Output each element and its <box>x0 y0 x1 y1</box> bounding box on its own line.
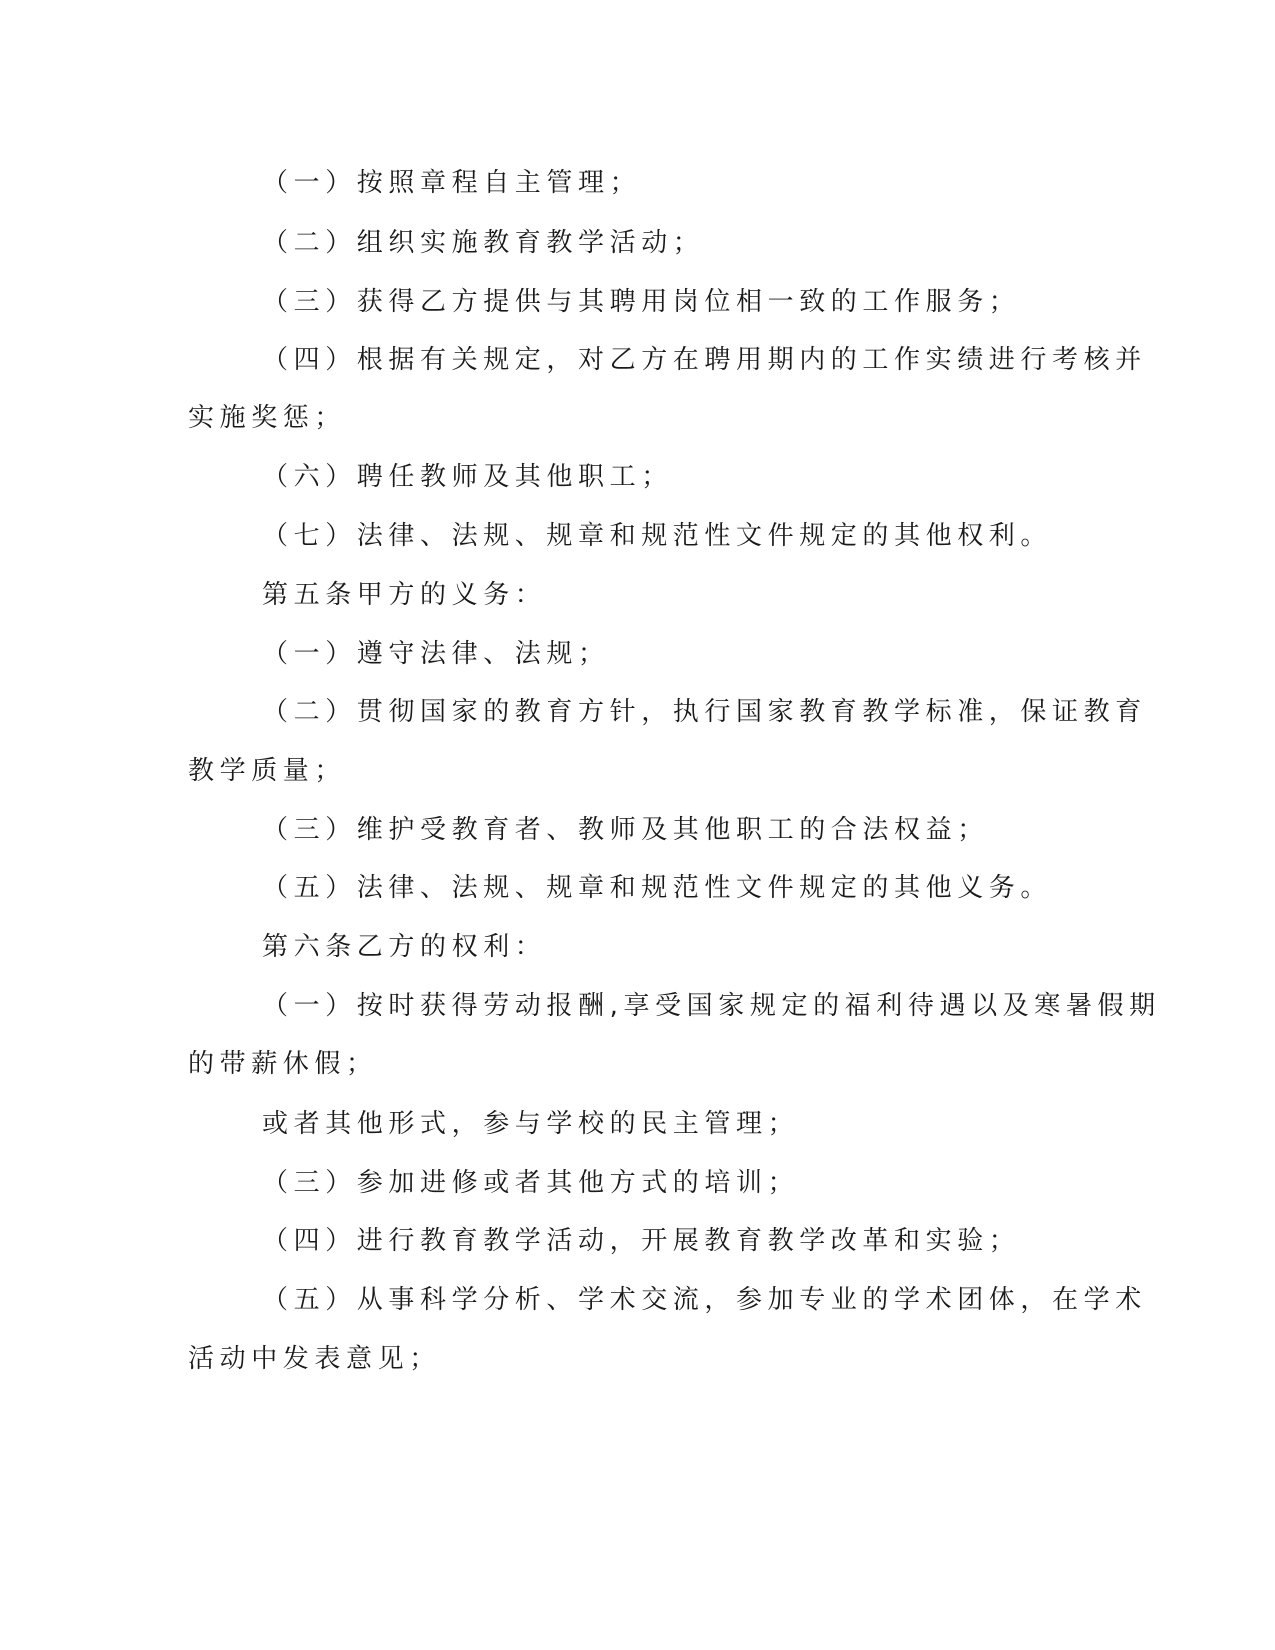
section-heading: 第六条乙方的权利： <box>262 932 547 962</box>
section-heading: 第五条甲方的义务： <box>262 580 547 610</box>
text-line: （五）从事科学分析、学术交流，参加专业的学术团体，在学术 <box>262 1285 1147 1315</box>
text-line: （一）按照章程自主管理； <box>262 168 642 198</box>
text-line: （三）参加进修或者其他方式的培训； <box>262 1168 800 1198</box>
text-line: 的带薪休假； <box>188 1049 378 1079</box>
text-line: （七）法律、法规、规章和规范性文件规定的其他权利。 <box>262 521 1053 551</box>
text-line: （六）聘任教师及其他职工； <box>262 462 673 492</box>
text-line: 活动中发表意见； <box>188 1344 441 1374</box>
text-line: （三）维护受教育者、教师及其他职工的合法权益； <box>262 815 989 845</box>
text-line: （四）根据有关规定，对乙方在聘用期内的工作实绩进行考核并 <box>262 345 1147 375</box>
text-line: （二）贯彻国家的教育方针，执行国家教育教学标准，保证教育 <box>262 697 1147 727</box>
text-line: （一）遵守法律、法规； <box>262 639 610 669</box>
text-line: （四）进行教育教学活动，开展教育教学改革和实验； <box>262 1226 1021 1256</box>
text-line: （五）法律、法规、规章和规范性文件规定的其他义务。 <box>262 873 1053 903</box>
text-line: 实施奖惩； <box>188 403 347 433</box>
text-line: （三）获得乙方提供与其聘用岗位相一致的工作服务； <box>262 287 1021 317</box>
text-line: 教学质量； <box>188 756 347 786</box>
text-line: （二）组织实施教育教学活动； <box>262 228 705 258</box>
text-line: 或者其他形式，参与学校的民主管理； <box>262 1109 800 1139</box>
text-line: （一）按时获得劳动报酬,享受国家规定的福利待遇以及寒暑假期 <box>262 991 1161 1021</box>
